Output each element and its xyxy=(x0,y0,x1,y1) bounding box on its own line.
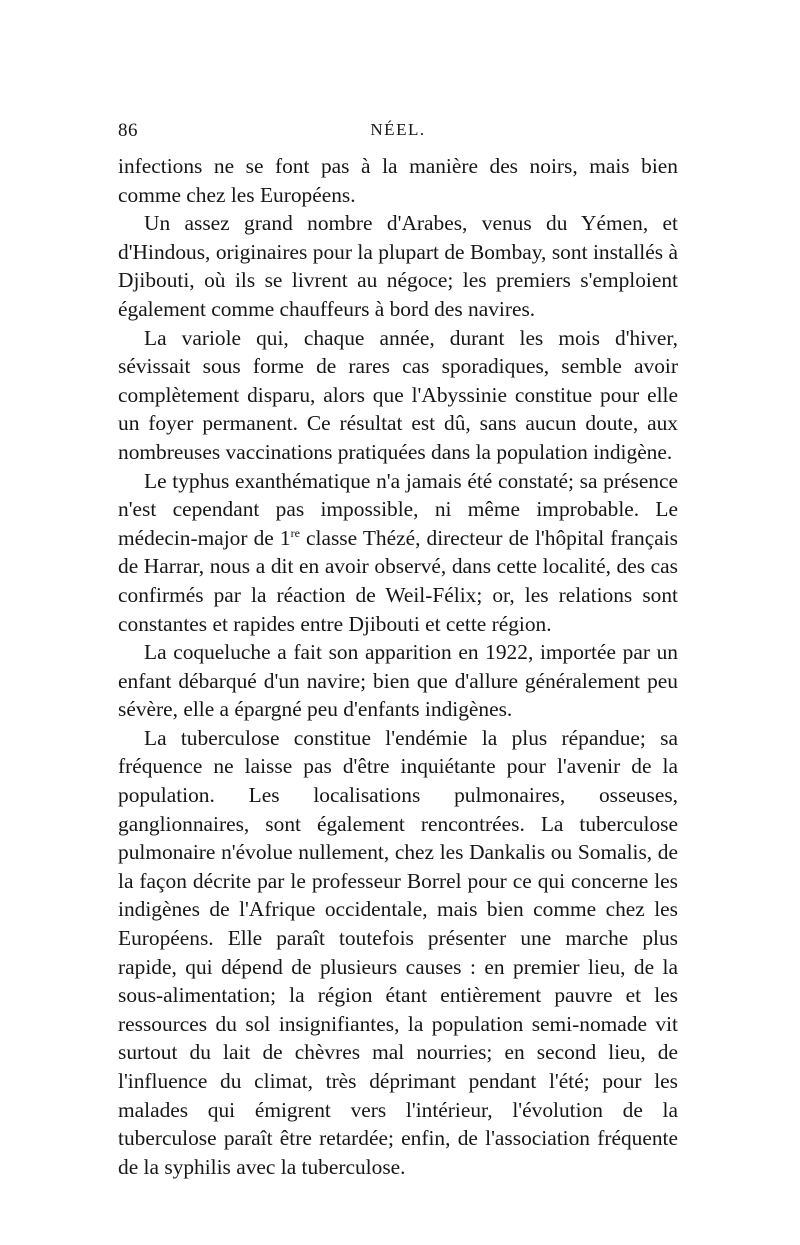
ordinal-superscript: re xyxy=(290,525,300,540)
running-head xyxy=(118,120,678,150)
typhus-text-start: Le typhus exanthématique n'a jamais été constaté; sa présence n'est cependant pas impossible, ni même improbable. Le médecin-major de 1 xyxy=(118,468,678,550)
running-title: NÉEL. xyxy=(370,120,426,139)
paragraph-variole: La variole qui, chaque année, durant les mois d'hiver, sévissait sous forme de rares cas sporadiques, semble avoir complètement disparu, alors que l'Abyssinie constitue pour elle un foyer permanent. Ce résultat est dû, sans aucun doute, aux nombreuses vaccinations pratiquées dans la population indigène. xyxy=(118,325,678,464)
paragraph-tuberculose: La tuberculose constitue l'endémie la plus répandue; sa fréquence ne laisse pas d'être inquiétante pour l'avenir de la population. Les localisations pulmonaires, osseuses, ganglionnaires, sont également rencontrées. La tuberculose pulmonaire n'évolue nullement, chez les Dankalis ou Somalis, de la façon décrite par le professeur Borrel pour ce qui concerne les indigènes de l'Afrique occidentale, mais bien comme chez les Européens. Elle paraît toutefois présenter une marche plus rapide, qui dépend de plusieurs causes : en premier lieu, de la sous-alimentation; la région étant entièrement pauvre et les ressources du sol insignifiantes, la population semi-nomade vit surtout du lait de chèvres mal nourries; en second lieu, de l'influence du climat, très déprimant pendant l'été; pour les malades qui émigrent vers l'intérieur, l'évolution de la tuberculose paraît être retardée; enfin, de l'association fréquente de la syphilis avec la tuberculose. xyxy=(118,725,678,1179)
paragraph-continuation: infections ne se font pas à la manière des noirs, mais bien comme chez les Européens. xyxy=(118,154,678,207)
page-number: 86 xyxy=(118,120,138,141)
body-text xyxy=(118,152,678,1181)
typhus-text-end: classe Thézé, directeur de l'hôpital français de Harrar, nous a dit en avoir observé, dans cette localité, des cas confirmés par la réaction de Weil-Félix; or, les relations sont constantes et rapides entre Djibouti et cette région. xyxy=(118,525,678,636)
paragraph-typhus xyxy=(118,467,678,639)
paragraph-arabs-hindus: Un assez grand nombre d'Arabes, venus du Yémen, et d'Hindous, originaires pour la plupart de Bombay, sont installés à Djibouti, où ils se livrent au négoce; les premiers s'emploient également comme chauffeurs à bord des navires. xyxy=(118,211,678,321)
paragraph-coqueluche: La coqueluche a fait son apparition en 1922, importée par un enfant débarqué d'un navire; bien que d'allure généralement peu sévère, elle a épargné peu d'enfants indigènes. xyxy=(118,640,678,722)
